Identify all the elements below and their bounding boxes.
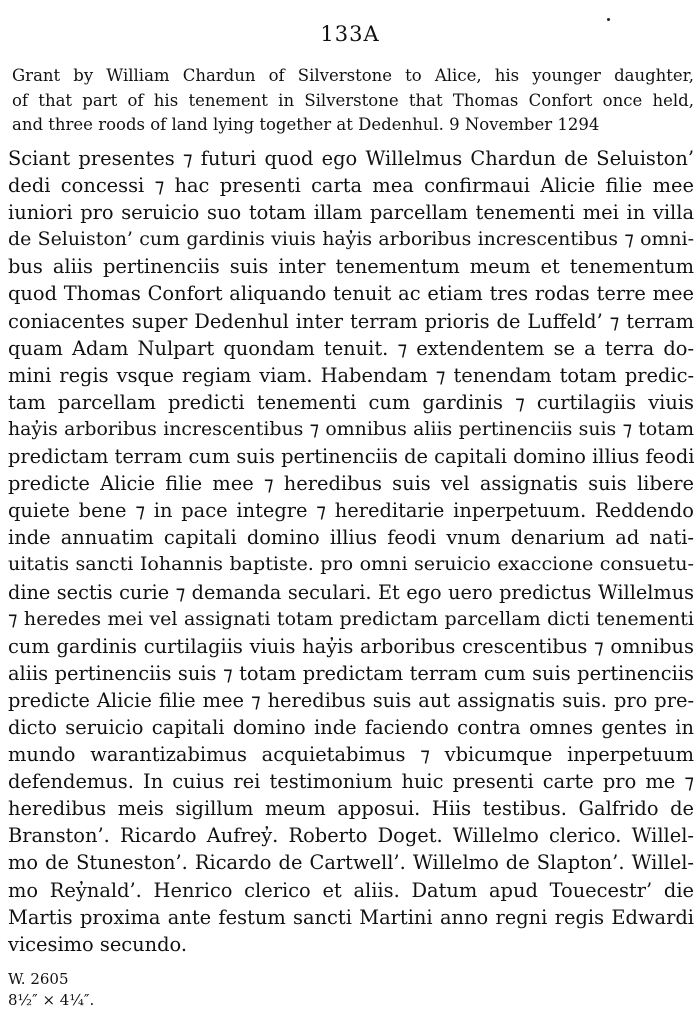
charter-line: bus aliis pertinenciis suis inter tenementum meum et tenementum	[8, 255, 694, 279]
charter-line: Branston’. Ricardo Aufrey̓. Roberto Doget. Willelmo clerico. Willel-	[8, 824, 694, 848]
charter-line: mundo warantizabimus acquietabimus ⁊ vbicumque inperpetuum	[8, 743, 694, 767]
charter-line: Sciant presentes ⁊ futuri quod ego Willelmus Chardun de Seluiston’	[8, 147, 694, 170]
charter-line: heredibus meis sigillum meum apposui. Hiis testibus. Galfrido de	[8, 797, 694, 821]
charter-line: uitatis sancti Iohannis baptiste. pro omni seruicio exaccione consuetu-	[8, 553, 694, 576]
charter-line: iuniori pro seruicio suo totam illam parcellam tenementi mei in villa	[8, 201, 694, 225]
charter-line: dine sectis curie ⁊ demanda seculari. Et ego uero predictus Willelmus	[8, 580, 694, 604]
charter-line: Martis proxima ante festum sancti Martini anno regni regis Edwardi	[8, 905, 694, 929]
charter-line: ⁊ heredes mei vel assignati totam predictam parcellam dicti tenementi	[8, 607, 694, 630]
charter-line: coniacentes super Dedenhul inter terram prioris de Luffeld’ ⁊ terram	[8, 309, 694, 333]
charter-line: mini regis vsque regiam viam. Habendam ⁊ tenendam totam predic-	[8, 363, 694, 387]
charter-line: dedi concessi ⁊ hac presenti carta mea confirmaui Alicie filie mee	[8, 174, 694, 198]
charter-line: mo de Stuneston’. Ricardo de Cartwell’. Willelmo de Slapton’. Willel-	[8, 851, 694, 875]
charter-line: dicto seruicio capitali domino inde faciendo contra omnes gentes in	[8, 715, 694, 739]
charter-line: mo Rey̓nald’. Henrico clerico et aliis. Datum apud Touecestr’ die	[8, 878, 694, 902]
document-dimensions: 8½″ × 4¼″.	[8, 991, 95, 1009]
charter-line: predicte Alicie filie mee ⁊ heredibus suis vel assignatis suis libere	[8, 472, 694, 496]
document-summary	[12, 64, 694, 138]
charter-line: hay̓is arboribus increscentibus ⁊ omnibus aliis pertinenciis suis ⁊ totam	[8, 417, 694, 440]
charter-line: quod Thomas Confort aliquando tenuit ac etiam tres rodas terre mee	[8, 282, 694, 306]
charter-line: predicte Alicie filie mee ⁊ heredibus suis aut assignatis suis. pro pre-	[8, 688, 694, 712]
charter-line: tam parcellam predicti tenementi cum gardinis ⁊ curtilagiis viuis	[8, 390, 694, 414]
charter-line: aliis pertinenciis suis ⁊ totam predictam terram cum suis pertinenciis	[8, 661, 694, 685]
charter-line: quam Adam Nulpart quondam tenuit. ⁊ extendentem se a terra do-	[8, 336, 694, 360]
charter-line: cum gardinis curtilagiis viuis hay̓is arboribus crescentibus ⁊ omnibus	[8, 634, 694, 658]
charter-line: inde annuatim capitali domino illius feodi vnum denarium ad nati-	[8, 526, 694, 550]
ink-speck	[607, 18, 610, 21]
charter-line: predictam terram cum suis pertinenciis de capitali domino illius feodi	[8, 445, 695, 469]
charter-line: vicesimo secundo.	[8, 932, 188, 956]
charter-line: quiete bene ⁊ in pace integre ⁊ hereditarie inperpetuum. Reddendo	[8, 499, 694, 523]
charter-line: de Seluiston’ cum gardinis viuis hay̓is arboribus increscentibus ⁊ omni-	[8, 228, 694, 251]
summary-line: of that part of his tenement in Silverstone that Thomas Confort once held,	[12, 90, 694, 110]
summary-line: and three roods of land lying together at Dedenhul. 9 November 1294	[12, 115, 600, 134]
charter-text	[8, 145, 694, 958]
charter-line: defendemus. In cuius rei testimonium huic presenti carte pro me ⁊	[8, 770, 694, 794]
summary-line: Grant by William Chardun of Silverstone to Alice, his younger daughter,	[12, 66, 694, 85]
document-number: 133A	[320, 22, 380, 46]
footnote	[8, 969, 94, 1011]
archive-reference: W. 2605	[8, 970, 69, 988]
